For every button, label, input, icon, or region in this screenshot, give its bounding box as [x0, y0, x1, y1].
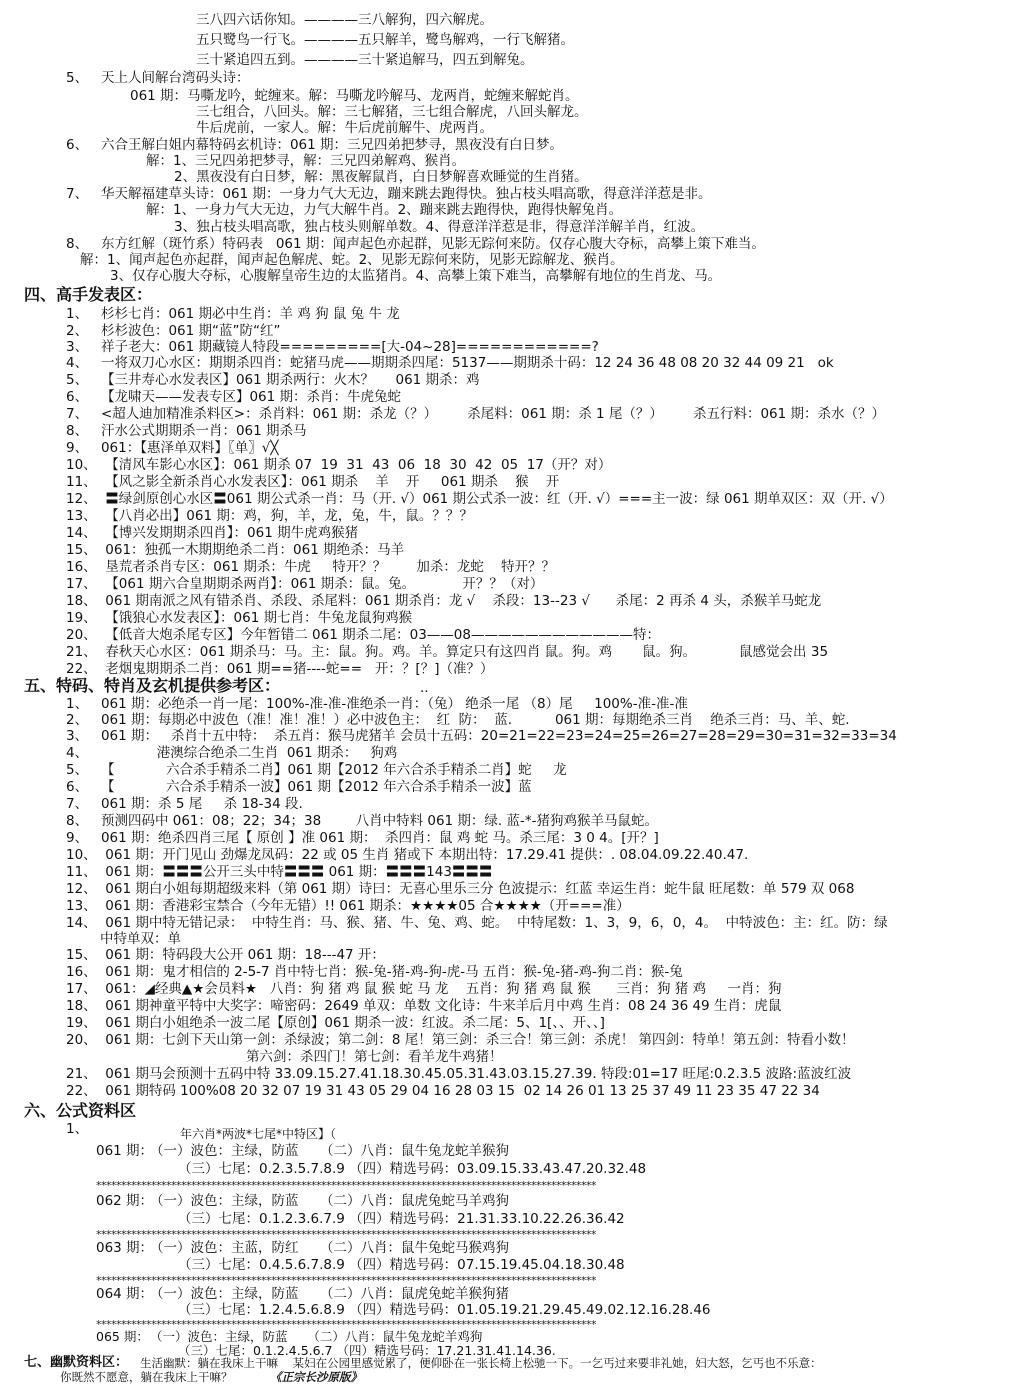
list-item: 14、 【博兴发期期杀四肖】：061 期牛虎鸡猴猪	[66, 525, 359, 541]
period-line: （三）七尾：0.1.2.4.5.6.7 （四）精选号码：17.21.31.41.14.36.	[178, 1343, 556, 1358]
list-item: 8、 汗水公式期期杀一肖：061 期杀马	[66, 423, 307, 439]
riddle-item-title: 7、 华天解福建草头诗：061 期：一身力气大无边，蹦来跳去跑得快。独占枝头唱高歌，得意洋洋惹是非。	[66, 186, 712, 202]
period-label: 063 期：	[96, 1240, 154, 1256]
source-label: 《正宗长沙原版》	[270, 1370, 362, 1384]
star-divider: ****************************************************************************************************	[96, 1318, 596, 1331]
period-label: 061 期：	[96, 1143, 154, 1159]
period-line: （三）七尾：1.2.4.5.6.8.9 （四）精选号码：01.05.19.21.29.45.49.02.12.16.28.46	[178, 1302, 711, 1318]
list-item: 14、 061 期中特无错记录： 中特生肖：马、猴、猪、牛、兔、鸡、蛇。 中特尾数：1、3，9，6，0，4。 中特波色：主：红。防：绿	[66, 915, 888, 931]
list-item: 22、 061 期特码 100%08 20 32 07 19 31 43 05 29 04 16 28 03 15 02 14 26 01 13 25 37 49 11 23 35 47 22 34	[66, 1083, 820, 1099]
list-item: 7、 061 期：杀 5 尾 杀 18-34 段.	[66, 796, 303, 812]
list-item: 22、 老烟鬼期期杀二肖：061 期==猪----蛇== 开：？[？]（准？）	[66, 661, 494, 677]
star-divider: ****************************************************************************************************	[96, 1179, 596, 1192]
list-item: 12、 061 期白小姐每期超级来料（第 061 期）诗曰：无喜心里乐三分 色波提示：红蓝 幸运生肖：蛇牛鼠 旺尾数：单 579 双 068	[66, 881, 855, 897]
star-divider: ****************************************************************************************************	[96, 1228, 596, 1241]
list-item: 12、 〓绿剑原创心水区〓061 期公式杀一肖：马（开. √）061 期公式杀一波：红（开. √）===主一波：绿 061 期单双区：双（开. √）	[66, 491, 893, 507]
list-item: 17、 【061 期六合皇期期杀两肖】：061 期杀：鼠。兔。 开？？（对）	[66, 576, 544, 592]
section-heading: 七、幽默资料区：	[24, 1355, 129, 1370]
list-item: 5、 【 六合杀手精杀二肖】061 期【2012 年六合杀手精杀二肖】蛇 龙	[66, 762, 567, 778]
list-item: 20、 061 期：七剑下天山第一剑：杀绿波；第二剑：8 尾！第三剑：杀三合！第三剑：杀虎！ 第四剑：特单！第五剑：特看小数！	[66, 1032, 855, 1048]
list-item: 17、 061：◢经典▲★会员料★ 八肖：狗 猪 鸡 鼠 猴 蛇 马 龙 五肖：狗 猪 鸡 鼠 猴 三肖：狗 猪 鸡 一肖：狗	[66, 981, 782, 997]
list-item: 2、 061 期：每期必中波色（准！准！准！）必中波色主： 红 防： 蓝. 061 期：每期绝杀三肖 绝杀三肖：马、羊、蛇.	[66, 712, 850, 728]
riddle-line: 解：1、闻声起色亦起群，闻声起色解虎、蛇。2、见影无踪何来防，见影无踪解龙、猴肖。	[80, 252, 624, 268]
riddle-line: 解：1、三兄四弟把梦寻，解：三兄四弟解鸡、猴肖。	[146, 153, 466, 169]
riddle-item-title: 5、 天上人间解台湾码头诗：	[66, 70, 250, 86]
riddle-line: 解：1、一身力气大无边，力气大解牛肖。2、蹦来跳去跑得快，跑得快解兔肖。	[146, 202, 623, 218]
period-line: （一）波色：主绿，防蓝 （二）八肖：鼠虎兔蛇马羊鸡狗	[150, 1193, 509, 1209]
star-divider: ****************************************************************************************************	[96, 1274, 596, 1287]
period-line: （三）七尾：0.2.3.5.7.8.9 （四）精选号码：03.09.15.33.43.47.20.32.48	[178, 1161, 647, 1177]
list-item: 3、 061 期： 杀肖十五中特： 杀五肖：猴马虎猪羊 会员十五码：20=21=22=23=24=25=26=27=28=29=30=31=32=33=34	[66, 728, 897, 744]
list-item: 19、 【饿狼心水发表区】：061 期七肖：牛兔龙鼠狗鸡猴	[66, 610, 413, 626]
riddle-line: 牛后虎前，一家人。解：牛后虎前解牛、虎两肖。	[196, 120, 493, 136]
list-item: 20、 【低音大炮杀尾专区】今年暂错二 061 期杀二尾：03——08————————————特：	[66, 627, 660, 643]
list-item: 5、 【三井寿心水发表区】061 期杀两行：火木？ 061 期杀：鸡	[66, 372, 480, 388]
list-item: 16、 垦荒者杀肖专区：061 期杀：牛虎 特开？？ 加杀：龙蛇 特开？？	[66, 559, 555, 575]
list-item: 10、 【清风车影心水区】：061 期杀 07 19 31 43 06 18 30 42 05 17（开？对）	[66, 457, 612, 473]
period-line: （三）七尾：0.4.5.6.7.8.9 （四）精选号码：07.15.19.45.04.18.30.48	[178, 1257, 625, 1273]
list-item: 11、 【风之影全新杀肖心水发表区】：061 期杀 羊 开 061 期杀 猴 开	[66, 474, 560, 490]
heading-tail: ..	[420, 680, 429, 696]
section-heading: 四、高手发表区：	[24, 285, 153, 304]
list-item: 13、 061 期：香港彩宝禁合（今年无错）!! 061 期杀：★★★★05 合★★★★（开===准）	[66, 898, 630, 914]
riddle-item-title: 8、 东方红解（斑竹系）特码表 061 期：闻声起色亦起群，见影无踪何来防。仅存心腹大夺标，高攀上策下难当。	[66, 236, 765, 252]
list-item-continued: 中特单双：单	[100, 931, 181, 947]
item-number: 1、	[66, 1121, 89, 1137]
period-line: （一）波色：主绿，防蓝 （二）八肖：鼠牛兔龙蛇羊鸡狗	[150, 1329, 483, 1344]
list-item: 13、 【八肖必出】061 期：鸡，狗，羊，龙，兔，牛，鼠。？？？	[66, 508, 473, 524]
list-item: 18、 061 期神童平特中大奖字：啼密码：2649 单双：单数 文化诗：牛来羊后月中鸡 生肖：08 24 36 49 生肖：虎鼠	[66, 998, 782, 1014]
riddle-line: 061 期：马嘶龙吟，蛇缠来。解：马嘶龙吟解马、龙两肖，蛇缠来解蛇肖。	[130, 88, 579, 104]
humor-text: 你既然不愿意，躺在我床上干嘛？	[60, 1370, 233, 1384]
period-label: 065 期：	[96, 1329, 149, 1344]
riddle-line: 三八四六话你知。————三八解狗，四六解虎。	[196, 12, 493, 28]
list-item: 15、 061：独孤一木期期绝杀二肖：061 期绝杀：马羊	[66, 542, 405, 558]
list-item-continued: 第六剑：杀四门！第七剑：看羊龙牛鸡猪！	[246, 1049, 503, 1065]
subtitle: 年六肖*两波*七尾*中特区】（	[180, 1127, 337, 1141]
list-item: 16、 061 期：鬼才相信的 2-5-7 肖中特七肖：猴-兔-猪-鸡-狗-虎-马 五肖：猴-兔-猪-鸡-狗二肖：猴-兔	[66, 964, 683, 980]
riddle-line: 五只鹭鸟一行飞。————五只解羊，鹭鸟解鸡，一行飞解猪。	[196, 32, 574, 48]
section-heading: 六、公式资料区	[24, 1101, 137, 1120]
list-item: 3、 祥子老大：061 期藏镜人特段=========[大-04~28]============?	[66, 339, 599, 355]
riddle-line: 3、独占枝头唱高歌，独占枝头则解单数。4、得意洋洋惹是非，得意洋洋解羊肖，红波。	[174, 219, 705, 235]
humor-text: 生活幽默：躺在我床上干嘛 某妇在公园里感觉累了，便仰卧在一张长椅上松驰一下。一乞丐过来要非礼她，妇大怒，乞丐也不乐意：	[140, 1356, 822, 1370]
period-line: （一）波色：主绿，防蓝 （二）八肖：鼠虎兔蛇羊猴狗猪	[150, 1286, 509, 1302]
period-label: 062 期：	[96, 1193, 154, 1209]
period-label: 064 期：	[96, 1286, 154, 1302]
list-item: 8、 预测四码中 061：08；22；34；38 八肖中特料 061 期：绿. 蓝-*-猪狗鸡猴羊马鼠蛇。	[66, 813, 658, 829]
riddle-line: 三七组合，八回头。解：三七解猪，三七组合解虎，八回头解龙。	[196, 104, 588, 120]
list-item: 4、 港澳综合绝杀二生肖 061 期杀： 狗鸡	[66, 745, 398, 761]
list-item: 21、 061 期马会预测十五码中特 33.09.15.27.41.18.30.45.05.31.43.03.15.27.39. 特段:01=17 旺尾:0.2.3.5 波路:蓝波红波	[66, 1066, 852, 1082]
riddle-line: 3、仅存心腹大夺标，心腹解皇帝生边的太监猪肖。4、高攀上策下难当，高攀解有地位的生肖龙、马。	[110, 268, 722, 284]
period-line: （一）波色：主蓝，防红 （二）八肖：鼠牛兔蛇马猴鸡狗	[150, 1240, 509, 1256]
list-item: 19、 061 期白小姐绝杀一波二尾【原创】061 期杀一波：红波。杀二尾：5、1[、、开、、]	[66, 1015, 605, 1031]
list-item: 11、 061 期：〓〓〓公开三头中特〓〓〓 061 期：〓〓〓143〓〓〓	[66, 864, 493, 880]
section-heading: 五、特码、特肖及玄机提供参考区：	[24, 676, 281, 695]
list-item: 6、 【龙啸天——发表专区】061 期：杀肖：牛虎兔蛇	[66, 389, 402, 405]
list-item: 6、 【 六合杀手精杀一波】061 期【2012 年六合杀手精杀一波】蓝	[66, 779, 532, 795]
list-item: 1、 杉杉七肖：061 期必中生肖：羊 鸡 狗 鼠 兔 牛 龙	[66, 306, 400, 322]
period-line: （一）波色：主绿，防蓝 （二）八肖：鼠牛兔龙蛇羊猴狗	[150, 1143, 509, 1159]
list-item: 9、 061 期：绝杀四肖三尾【 原创 】准 061 期： 杀四肖：鼠 鸡 蛇 马。杀三尾：3 0 4。[开？]	[66, 830, 659, 846]
list-item: 18、 061 期南派之风有错杀肖、杀段、杀尾料：061 期杀肖：龙 √ 杀段：13--23 √ 杀尾：2 再杀 4 头，杀猴羊马蛇龙	[66, 593, 822, 609]
riddle-item-title: 6、 六合王解白姐内幕特码玄机诗：061 期：三兄四弟把梦寻，黑夜没有白日梦。	[66, 137, 564, 153]
list-item: 4、 一将双刀心水区：期期杀四肖：蛇猪马虎——期期杀四尾：5137——期期杀十码：12 24 36 48 08 20 32 44 09 21 ok	[66, 355, 834, 371]
list-item: 1、 061 期：必绝杀一肖一尾：100%-准-准-准绝杀一肖：（兔） 绝杀一尾 （8）尾 100%-准-准-准	[66, 696, 688, 712]
list-item: 7、 <超人迪加精准杀料区>：杀肖料：061 期：杀龙（？） 杀尾料：061 期：杀 1 尾（？） 杀五行料：061 期：杀水（？）	[66, 406, 886, 422]
list-item: 10、 061 期：开门见山 劲爆龙凤码：22 或 05 生肖 猪或下 本期出特：17.29.41 提供：. 08.04.09.22.40.47.	[66, 847, 749, 863]
list-item: 2、 杉杉波色：061 期“蓝”防“红”	[66, 323, 281, 339]
riddle-line: 2、黑夜没有白日梦，解：黑夜解鼠肖，白日梦解喜欢睡觉的生肖猪。	[174, 169, 588, 185]
riddle-line: 三十紧追四五到。————三十紧追解马，四五到解兔。	[196, 52, 534, 68]
list-item: 21、 春秋天心水区：061 期杀马：马。主：鼠。狗。鸡。羊。算定只有这四肖 鼠。狗。鸡 鼠。狗。 鼠感觉会出 35	[66, 644, 829, 660]
list-item: 15、 061 期：特码段大公开 061 期：18---47 开：	[66, 947, 385, 963]
list-item: 9、 061：【惠泽单双料】〖单〗√╳	[66, 440, 279, 456]
period-line: （三）七尾：0.1.2.3.6.7.9 （四）精选号码：21.31.33.10.22.26.36.42	[178, 1211, 625, 1227]
